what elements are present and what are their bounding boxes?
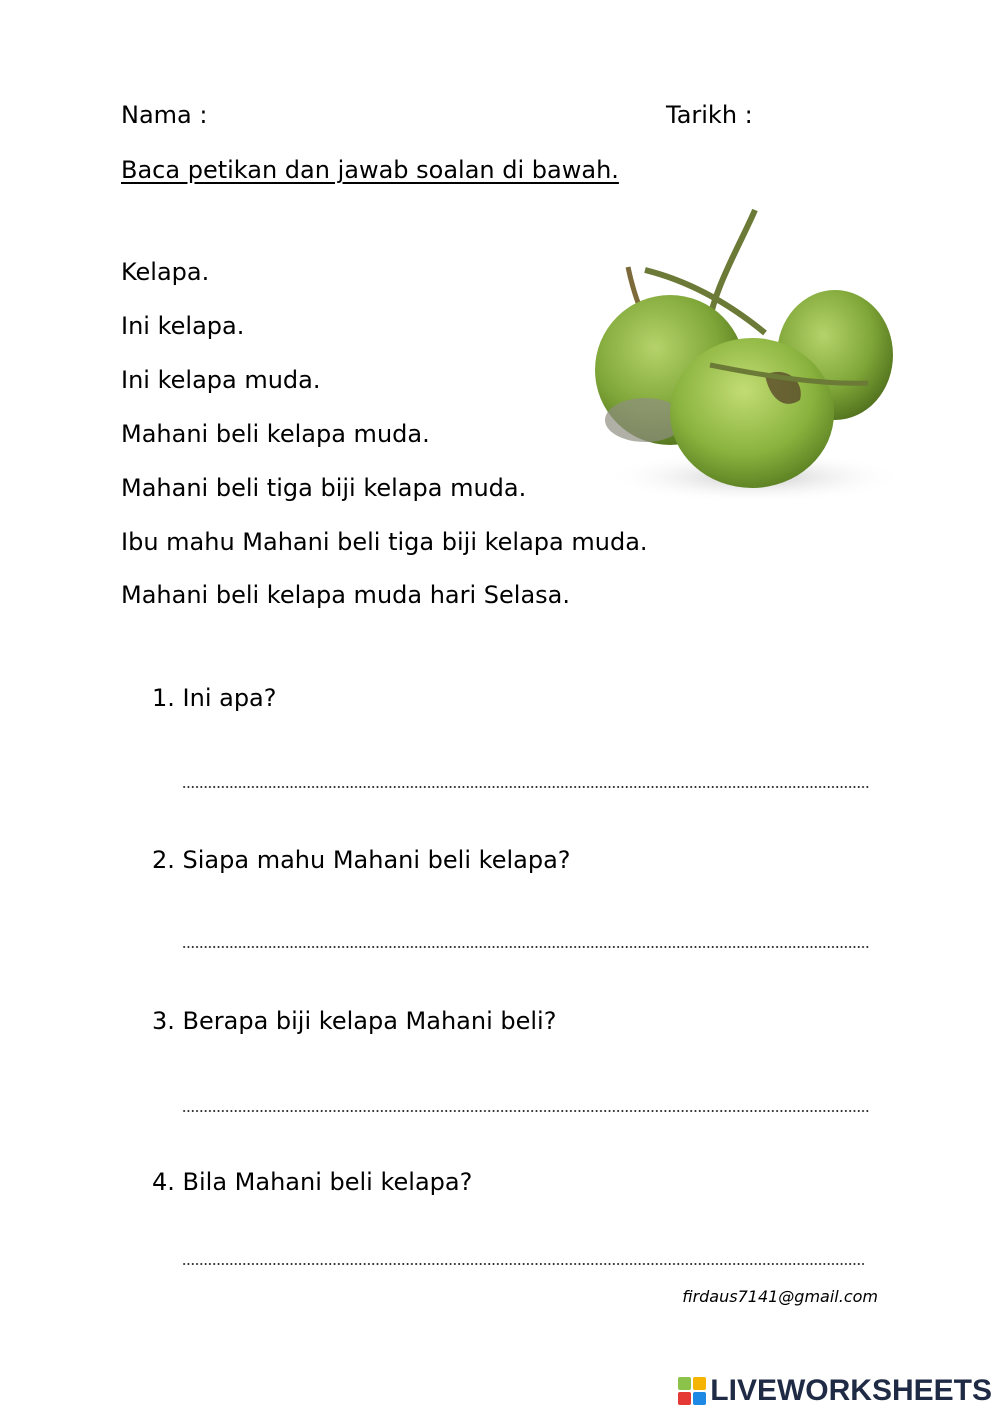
liveworksheets-logo[interactable] xyxy=(678,1373,992,1409)
answer-line-3[interactable] xyxy=(182,1110,870,1112)
passage-line: Ini kelapa muda. xyxy=(121,366,321,394)
question-1: 1. Ini apa? xyxy=(152,684,277,712)
passage-line: Mahani beli kelapa muda hari Selasa. xyxy=(121,581,571,609)
passage-line: Ini kelapa. xyxy=(121,312,245,340)
author-email: firdaus7141@gmail.com xyxy=(682,1287,878,1306)
date-label: Tarikh : xyxy=(666,101,753,129)
liveworksheets-logo-icon xyxy=(678,1377,706,1405)
passage-line: Mahani beli kelapa muda. xyxy=(121,420,430,448)
answer-line-4[interactable] xyxy=(182,1263,864,1265)
question-3: 3. Berapa biji kelapa Mahani beli? xyxy=(152,1007,557,1035)
answer-line-1[interactable] xyxy=(182,786,870,788)
instruction-text: Baca petikan dan jawab soalan di bawah. xyxy=(121,156,619,184)
coconut-image xyxy=(590,205,900,510)
passage-line: Mahani beli tiga biji kelapa muda. xyxy=(121,474,527,502)
question-4: 4. Bila Mahani beli kelapa? xyxy=(152,1168,473,1196)
passage-line: Kelapa. xyxy=(121,258,210,286)
liveworksheets-logo-text: LIVEWORKSHEETS xyxy=(710,1374,992,1407)
name-label: Nama : xyxy=(121,101,208,129)
question-2: 2. Siapa mahu Mahani beli kelapa? xyxy=(152,846,571,874)
passage-line: Ibu mahu Mahani beli tiga biji kelapa muda. xyxy=(121,528,648,556)
answer-line-2[interactable] xyxy=(182,946,870,948)
